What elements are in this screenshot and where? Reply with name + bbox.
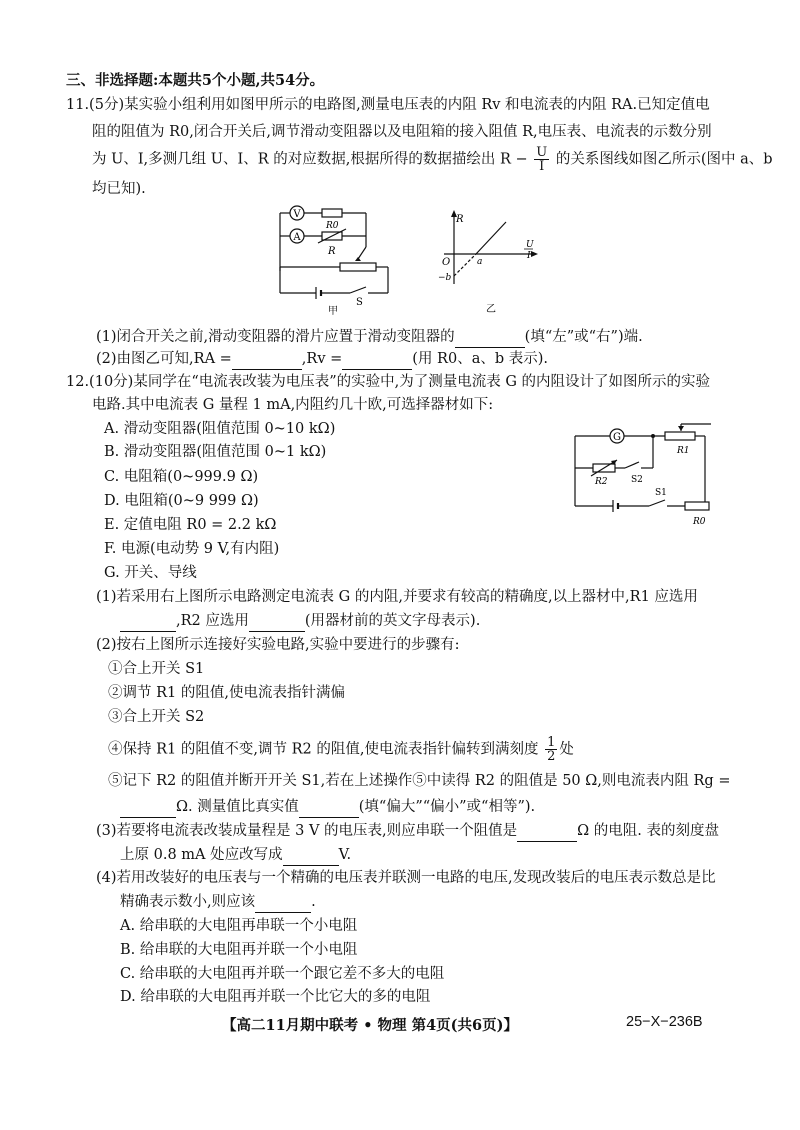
q11-circuit-jia <box>270 203 410 318</box>
jia-r-label: R <box>328 246 336 257</box>
q12-material-c: C. 电阻箱(0~999.9 Ω) <box>104 469 259 485</box>
section-heading: 三、非选择题:本题共5个小题,共54分。 <box>66 72 325 89</box>
q12-sub3-line2-unit: V. <box>338 847 352 863</box>
q11-sub1 <box>96 326 643 348</box>
q12-option-d: D. 给串联的大电阻再并联一个比它大的多的电阻 <box>120 989 431 1005</box>
q12-option-c: C. 给串联的大电阻再并联一个跟它差不多大的电阻 <box>120 966 445 982</box>
q11-sub2-hint: (用 R0、a、b 表示). <box>412 351 548 367</box>
q12-r2-blank[interactable] <box>249 615 305 632</box>
q12-sub3-line2-text: 上原 0.8 mA 处应改写成 <box>120 847 283 863</box>
q11-sub1-hint: (填“左”或“右”)端. <box>524 329 643 345</box>
q12-material-b: B. 滑动变阻器(阻值范围 0~1 kΩ) <box>104 444 327 460</box>
q12-sub1-r2-text: ,R2 应选用 <box>176 613 249 629</box>
q12-step4-text: ④保持 R1 的阻值不变,调节 R2 的阻值,使电流表指针偏转到满刻度 <box>108 741 539 758</box>
q12-step5-compare: Ω. 测量值比真实值 <box>176 799 299 815</box>
yi-y-axis-label: R <box>456 214 464 225</box>
q12-step5-line1: ⑤记下 R2 的阻值并断开开关 S1,若在上述操作⑤中读得 R2 的阻值是 50 Ω,则电流表内阻 Rg = <box>108 773 731 789</box>
q12-sub3-line1 <box>96 820 719 842</box>
q11-line3-end: 的关系图线如图乙所示(图中 a、b <box>555 151 773 168</box>
q12-sub3-line2 <box>120 844 351 866</box>
q12-material-g: G. 开关、导线 <box>104 565 197 581</box>
q12-step4-den: 2 <box>547 749 556 764</box>
jia-voltmeter-label: V <box>293 209 301 220</box>
q12-r1-label: R1 <box>677 446 690 456</box>
q11-sub2-text: (2)由图乙可知,RA = <box>96 351 232 367</box>
q12-step2: ②调节 R1 的阻值,使电流表指针满偏 <box>108 685 345 701</box>
q12-step4-end: 处 <box>559 741 574 758</box>
q11-ra-blank[interactable] <box>232 353 302 370</box>
q12-step4-num: 1 <box>547 735 556 750</box>
q12-step5-line2 <box>120 796 535 818</box>
q11-graph-yi <box>432 208 540 318</box>
q12-material-e: E. 定值电阻 R0 = 2.2 kΩ <box>104 517 277 533</box>
q11-line4: 均已知). <box>92 181 146 197</box>
q12-r1-blank[interactable] <box>120 615 176 632</box>
q12-step1: ①合上开关 S1 <box>108 661 205 677</box>
q11-frac-den: I <box>539 159 545 174</box>
yi-x-axis-den: I <box>527 251 531 261</box>
q11-line1: 11.(5分)某实验小组利用如图甲所示的电路图,测量电压表的内阻 Rv 和电流表的内阻 RA.已知定值电 <box>66 97 710 113</box>
q12-step4 <box>108 736 574 763</box>
jia-caption: 甲 <box>328 306 338 317</box>
jia-ammeter-label: A <box>293 232 301 243</box>
q11-fraction <box>534 146 549 173</box>
q12-sub4-line2 <box>120 891 316 913</box>
q11-sub2 <box>96 348 548 370</box>
q12-r0-label: R0 <box>693 517 706 527</box>
q12-step4-fraction <box>545 736 557 763</box>
q11-sub1-text: (1)闭合开关之前,滑动变阻器的滑片应置于滑动变阻器的 <box>96 329 455 345</box>
q12-sub1-line2 <box>120 610 480 632</box>
q12-r2-label: R2 <box>595 477 608 487</box>
q12-sub4-end: . <box>311 894 316 910</box>
q12-sub3-text: (3)若要将电流表改装成量程是 3 V 的电压表,则应串联一个阻值是 <box>96 823 518 839</box>
q11-sub2-rv: ,Rv = <box>301 351 343 367</box>
q12-compare-blank[interactable] <box>299 801 359 818</box>
paper-code: 25−X−236B <box>626 1014 703 1030</box>
jia-switch-label: S <box>356 297 363 308</box>
yi-neg-b-label: −b <box>438 273 452 283</box>
yi-a-label: a <box>477 257 483 267</box>
q12-material-f: F. 电源(电动势 9 V,有内阻) <box>104 541 280 557</box>
q12-option-b: B. 给串联的大电阻再并联一个小电阻 <box>120 942 358 958</box>
q12-sub1-hint: (用器材前的英文字母表示). <box>304 613 481 629</box>
q12-option-a: A. 给串联的大电阻再串联一个小电阻 <box>120 918 358 934</box>
q12-step3: ③合上开关 S2 <box>108 709 205 725</box>
q12-voltage-blank[interactable] <box>283 849 339 866</box>
q12-sub3-text2: Ω 的电阻. 表的刻度盘 <box>577 823 720 839</box>
q12-rg-blank[interactable] <box>120 801 176 818</box>
q11-frac-num: U <box>536 145 548 160</box>
q12-line2: 电路.其中电流表 G 量程 1 mA,内阻约几十欧,可选择器材如下: <box>92 397 494 413</box>
q12-sub4-line1: (4)若用改装好的电压表与一个精确的电压表并联测一电路的电压,发现改装后的电压表示数总是比 <box>96 870 716 886</box>
q11-rv-blank[interactable] <box>342 353 412 370</box>
q12-s1-label: S1 <box>655 488 667 498</box>
yi-x-axis-num: U <box>526 240 534 250</box>
q12-resistance-blank[interactable] <box>517 825 577 842</box>
q12-sub4-blank[interactable] <box>255 896 311 913</box>
q12-sub2-intro: (2)按右上图所示连接好实验电路,实验中要进行的步骤有: <box>96 637 460 653</box>
q12-s2-label: S2 <box>631 475 643 485</box>
q12-line1: 12.(10分)某同学在“电流表改装为电压表”的实验中,为了测量电流表 G 的内阻设计了如图所示的实验 <box>66 374 711 390</box>
q12-sub4-line2-text: 精确表示数小,则应该 <box>120 894 256 910</box>
q11-sub1-blank[interactable] <box>455 331 525 348</box>
q12-material-a: A. 滑动变阻器(阻值范围 0~10 kΩ) <box>104 421 336 437</box>
q12-circuit <box>565 420 735 530</box>
q12-material-d: D. 电阻箱(0~9 999 Ω) <box>104 493 259 509</box>
q12-step5-hint: (填“偏大”“偏小”或“相等”). <box>358 799 536 815</box>
q12-sub1-line1: (1)若采用右上图所示电路测定电流表 G 的内阻,并要求有较高的精确度,以上器材中,R1 应选用 <box>96 589 698 605</box>
jia-r0-label: R0 <box>326 221 339 231</box>
q11-line3-start: 为 U、I,多测几组 U、I、R 的对应数据,根据所得的数据描绘出 R − <box>92 151 528 168</box>
yi-caption: 乙 <box>486 304 496 315</box>
yi-origin-label: O <box>442 257 451 268</box>
q11-line3 <box>92 146 773 173</box>
q12-galvanometer-label: G <box>613 432 621 443</box>
page-footer: 【高二11月期中联考 • 物理 第4页(共6页)】 <box>222 1017 518 1034</box>
q11-line2: 阻的阻值为 R0,闭合开关后,调节滑动变阻器以及电阻箱的接入阻值 R,电压表、电流表的示数分别 <box>92 124 712 140</box>
